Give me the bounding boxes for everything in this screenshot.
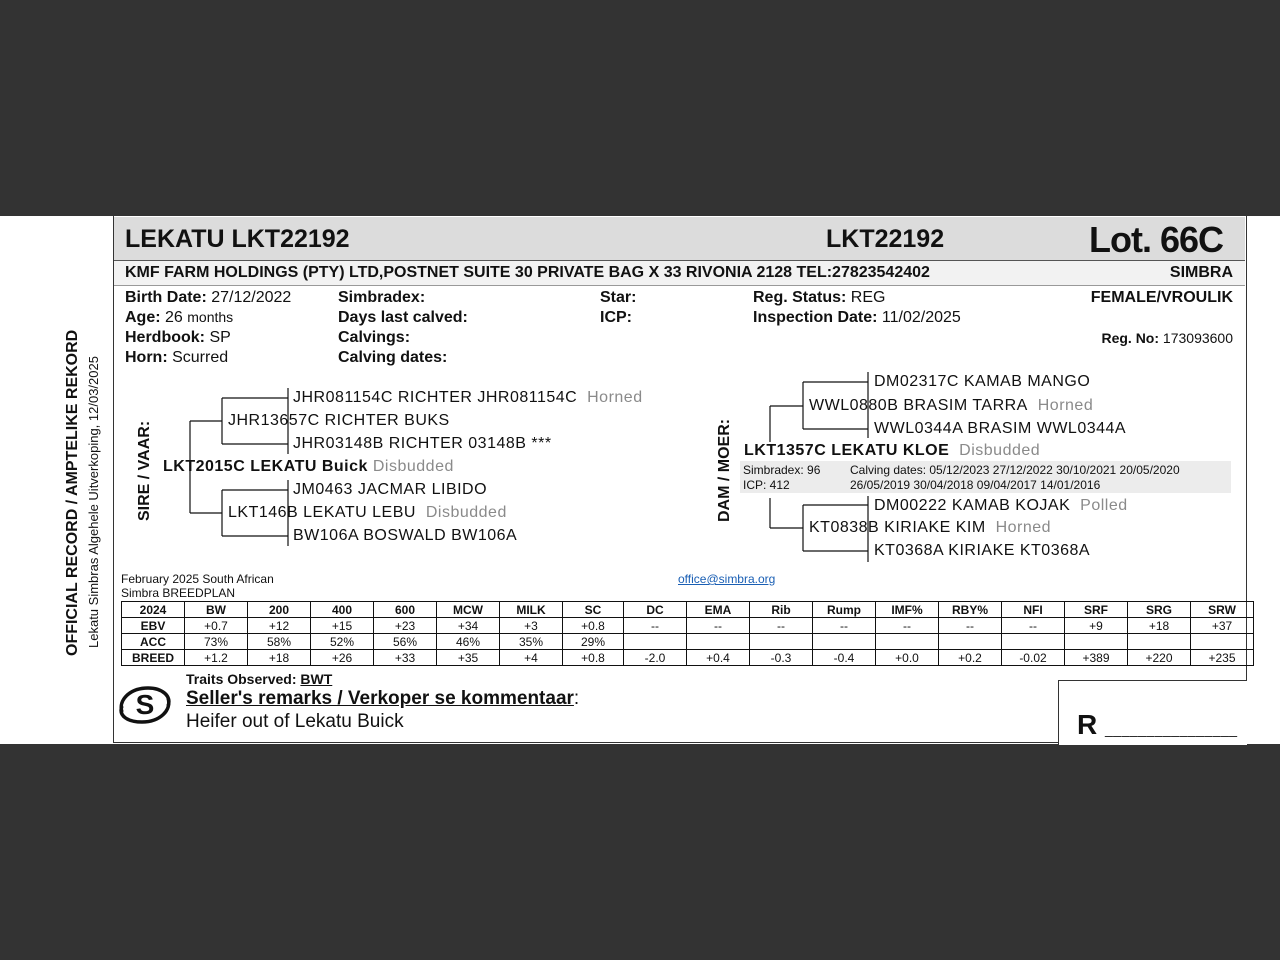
ebv-header-cell: 200 xyxy=(248,602,311,618)
ebv-cell: -0.4 xyxy=(813,650,876,666)
breed-name: SIMBRA xyxy=(1169,264,1233,281)
ebv-cell: +18 xyxy=(1128,618,1191,634)
ebv-cell xyxy=(876,634,939,650)
ebv-cell xyxy=(1191,634,1254,650)
ebv-cell: -- xyxy=(687,618,750,634)
ebv-cell: 29% xyxy=(563,634,624,650)
ebv-cell: -2.0 xyxy=(624,650,687,666)
traits-observed: Traits Observed: BWT xyxy=(186,671,333,687)
dam-father: WWL0880B BRASIM TARRA Horned xyxy=(809,397,1094,414)
ebv-cell: 73% xyxy=(185,634,248,650)
ebv-cell: +4 xyxy=(500,650,563,666)
ebv-cell: +26 xyxy=(311,650,374,666)
calving-dates-label: Calving dates: xyxy=(338,349,448,366)
ebv-row xyxy=(122,618,1254,634)
herdbook: Herdbook: SP xyxy=(125,329,231,346)
remarks-text: Heifer out of Lekatu Buick xyxy=(186,711,404,732)
simbradex-label: Simbradex: xyxy=(338,289,426,306)
svg-text:S: S xyxy=(135,689,155,720)
breedplan-line2: Simbra BREEDPLAN xyxy=(121,586,236,600)
ebv-header-cell: DC xyxy=(624,602,687,618)
ebv-cell xyxy=(1128,634,1191,650)
animal-name: LEKATU LKT22192 xyxy=(125,225,350,253)
ebv-cell: 58% xyxy=(248,634,311,650)
lot-card xyxy=(0,216,1280,744)
ebv-cell: +23 xyxy=(374,618,437,634)
ebv-cell: +389 xyxy=(1065,650,1128,666)
ebv-header-cell: IMF% xyxy=(876,602,939,618)
ebv-cell: +15 xyxy=(311,618,374,634)
ebv-header-cell: SRF xyxy=(1065,602,1128,618)
ebv-cell: +37 xyxy=(1191,618,1254,634)
horn-status: Horn: Scurred xyxy=(125,349,229,366)
ebv-cell: +33 xyxy=(374,650,437,666)
ebv-cell: +0.0 xyxy=(876,650,939,666)
ebv-row-label: ACC xyxy=(122,634,185,650)
ebv-header-cell: Rib xyxy=(750,602,813,618)
owner-line: KMF FARM HOLDINGS (PTY) LTD,POSTNET SUITE 30 PRIVATE BAG X 33 RIVONIA 2128 TEL:27823542402 xyxy=(125,264,930,281)
lot-number: Lot. 66C xyxy=(1089,219,1224,260)
calvings-label: Calvings: xyxy=(338,329,411,346)
ebv-cell: +9 xyxy=(1065,618,1128,634)
ebv-header-cell: MCW xyxy=(437,602,500,618)
star-label: Star: xyxy=(600,289,637,306)
ebv-cell: +1.2 xyxy=(185,650,248,666)
price-blank-line: ________________ xyxy=(1105,721,1238,737)
ebv-row-label: EBV xyxy=(122,618,185,634)
ebv-header-cell: SRW xyxy=(1191,602,1254,618)
ebv-cell: -0.3 xyxy=(750,650,813,666)
sire-maternal-granddam: BW106A BOSWALD BW106A xyxy=(293,527,518,544)
ebv-cell xyxy=(939,634,1002,650)
sex: FEMALE/VROULIK xyxy=(1090,289,1233,306)
dam-simbradex: Simbradex: 96 xyxy=(743,463,821,477)
ebv-cell: -- xyxy=(813,618,876,634)
ebv-header-cell: MILK xyxy=(500,602,563,618)
dam-paternal-grandsire: DM02317C KAMAB MANGO xyxy=(874,373,1091,390)
ebv-cell xyxy=(750,634,813,650)
ebv-cell: -- xyxy=(876,618,939,634)
ebv-cell: +0.4 xyxy=(687,650,750,666)
dam-mother: KT0838B KIRIAKE KIM Horned xyxy=(809,519,1052,536)
ebv-header-cell: Rump xyxy=(813,602,876,618)
sale-subtitle: Lekatu Simbras Algehele Uitverkoping, 12/03/2025 xyxy=(86,356,101,648)
ebv-header-cell: SC xyxy=(563,602,624,618)
reg-number: Reg. No: 173093600 xyxy=(1101,330,1233,346)
ebv-cell: +0.7 xyxy=(185,618,248,634)
inspection-date: Inspection Date: 11/02/2025 xyxy=(753,309,961,326)
breedplan-line1: February 2025 South African xyxy=(121,572,274,586)
ebv-header-row xyxy=(122,602,1254,618)
ebv-table xyxy=(121,601,1254,666)
remarks-heading: Seller's remarks / Verkoper se kommentaar: xyxy=(186,688,580,709)
dam-icp: ICP: 412 xyxy=(743,478,790,492)
ebv-cell: +220 xyxy=(1128,650,1191,666)
ebv-cell: -- xyxy=(624,618,687,634)
ebv-row xyxy=(122,634,1254,650)
ebv-header-cell: NFI xyxy=(1002,602,1065,618)
official-record-title: OFFICIAL RECORD / AMPTELIKE REKORD xyxy=(64,329,81,656)
dam-name: LKT1357C LEKATU KLOE Disbudded xyxy=(744,442,1041,459)
ebv-cell: 35% xyxy=(500,634,563,650)
ebv-row-label: BREED xyxy=(122,650,185,666)
ebv-cell xyxy=(1065,634,1128,650)
price-r-label: R xyxy=(1077,709,1098,740)
ebv-header-cell: 400 xyxy=(311,602,374,618)
sire-paternal-granddam: JHR03148B RICHTER 03148B *** xyxy=(293,435,552,452)
ebv-cell: 46% xyxy=(437,634,500,650)
ebv-header-cell: SRG xyxy=(1128,602,1191,618)
dam-calving-dates-1: Calving dates: 05/12/2023 27/12/2022 30/10/2021 20/05/2020 xyxy=(850,463,1180,477)
birth-date: Birth Date: 27/12/2022 xyxy=(125,289,292,306)
dam-calving-dates-2: 26/05/2019 30/04/2018 09/04/2017 14/01/2016 xyxy=(850,478,1101,492)
ebv-cell: +0.8 xyxy=(563,650,624,666)
sire-paternal-grandsire: JHR081154C RICHTER JHR081154C Horned xyxy=(293,389,643,406)
sire-label: SIRE / VAAR: xyxy=(136,420,153,521)
ebv-cell: 52% xyxy=(311,634,374,650)
ebv-cell: -- xyxy=(750,618,813,634)
dam-maternal-granddam: KT0368A KIRIAKE KT0368A xyxy=(874,542,1091,559)
reg-status: Reg. Status: REG xyxy=(753,289,886,306)
ebv-cell xyxy=(687,634,750,650)
ebv-header-cell: RBY% xyxy=(939,602,1002,618)
ebv-cell xyxy=(1002,634,1065,650)
email-link[interactable]: office@simbra.org xyxy=(678,572,776,586)
sire-maternal-grandsire: JM0463 JACMAR LIBIDO xyxy=(293,481,488,498)
dam-label: DAM / MOER: xyxy=(716,418,733,522)
ebv-header-cell: BW xyxy=(185,602,248,618)
ebv-cell: +12 xyxy=(248,618,311,634)
icp-label: ICP: xyxy=(600,309,632,326)
price-box[interactable] xyxy=(1058,680,1247,745)
ebv-row xyxy=(122,650,1254,666)
dam-calving-panel xyxy=(740,461,1231,493)
ebv-cell xyxy=(813,634,876,650)
sire-father: JHR13657C RICHTER BUKS xyxy=(228,412,450,429)
ebv-cell: +0.2 xyxy=(939,650,1002,666)
ebv-cell: +235 xyxy=(1191,650,1254,666)
ebv-cell: +35 xyxy=(437,650,500,666)
dam-paternal-granddam: WWL0344A BRASIM WWL0344A xyxy=(874,420,1127,437)
ebv-cell: +34 xyxy=(437,618,500,634)
ebv-cell: +0.8 xyxy=(563,618,624,634)
ebv-cell: +18 xyxy=(248,650,311,666)
age: Age: 26 months xyxy=(125,309,234,326)
ebv-header-cell: 600 xyxy=(374,602,437,618)
sire-mother: LKT146B LEKATU LEBU Disbudded xyxy=(228,504,507,521)
ebv-cell xyxy=(624,634,687,650)
ebv-header-cell: 2024 xyxy=(122,602,185,618)
simbra-logo xyxy=(116,682,174,728)
ebv-cell: 56% xyxy=(374,634,437,650)
days-calved-label: Days last calved: xyxy=(338,309,468,326)
ebv-cell: -0.02 xyxy=(1002,650,1065,666)
sire-name: LKT2015C LEKATU Buick Disbudded xyxy=(163,458,454,475)
animal-id: LKT22192 xyxy=(826,225,945,253)
ebv-cell: +3 xyxy=(500,618,563,634)
dam-maternal-grandsire: DM00222 KAMAB KOJAK Polled xyxy=(874,497,1128,514)
ebv-cell: -- xyxy=(939,618,1002,634)
ebv-header-cell: EMA xyxy=(687,602,750,618)
ebv-cell: -- xyxy=(1002,618,1065,634)
